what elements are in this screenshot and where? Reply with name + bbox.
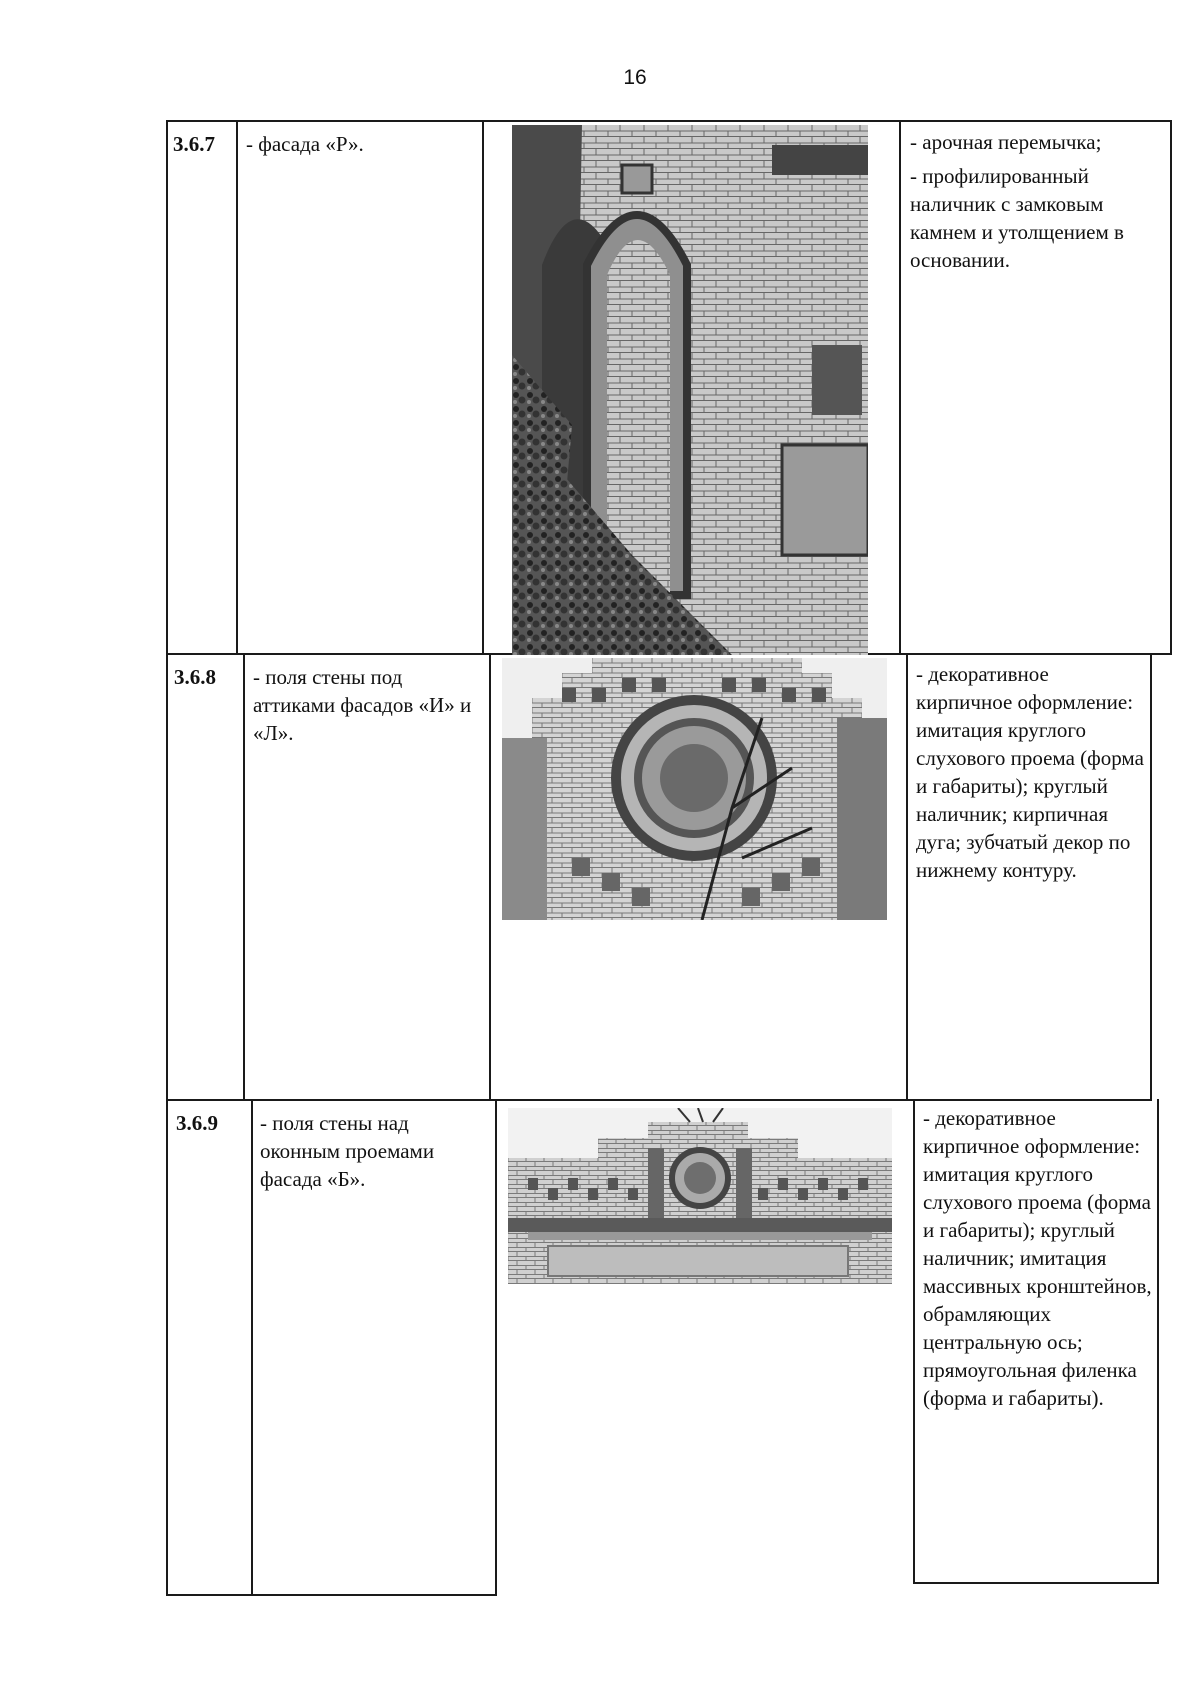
feature-item: - декоративное кирпичное оформление: имитация круглого слухового проема (форма и габариты); круглый наличник; кирпичная дуга; зубчатый декор по нижнему контуру. (916, 662, 1144, 882)
row-features (910, 128, 1162, 274)
page-number: 16 (623, 66, 647, 89)
row-features (923, 1104, 1155, 1412)
row-location: - поля стены над оконным проемами фасада «Б». (260, 1111, 435, 1191)
row-features (916, 660, 1148, 884)
photo-cornice-round-window (508, 1108, 892, 1284)
row-location: - фасада «Р». (246, 132, 364, 156)
photo-arched-window (512, 125, 868, 655)
feature-item: - декоративное кирпичное оформление: имитация круглого слухового проема (форма и габариты); круглый наличник; имитация массивных кронштейнов, обрамляющих центральную ось; прямоугольная филенка (форма и габариты). (923, 1106, 1152, 1410)
row-number: 3.6.8 (174, 665, 216, 689)
photo-round-window-decor (502, 658, 887, 920)
row-number: 3.6.9 (176, 1111, 218, 1135)
row-location: - поля стены под аттиками фасадов «И» и «Л». (253, 665, 472, 745)
feature-item: - профилированный наличник с замковым камнем и утолщением в основании. (910, 164, 1124, 272)
feature-item: - арочная перемычка; (910, 130, 1102, 154)
row-number: 3.6.7 (173, 132, 215, 156)
